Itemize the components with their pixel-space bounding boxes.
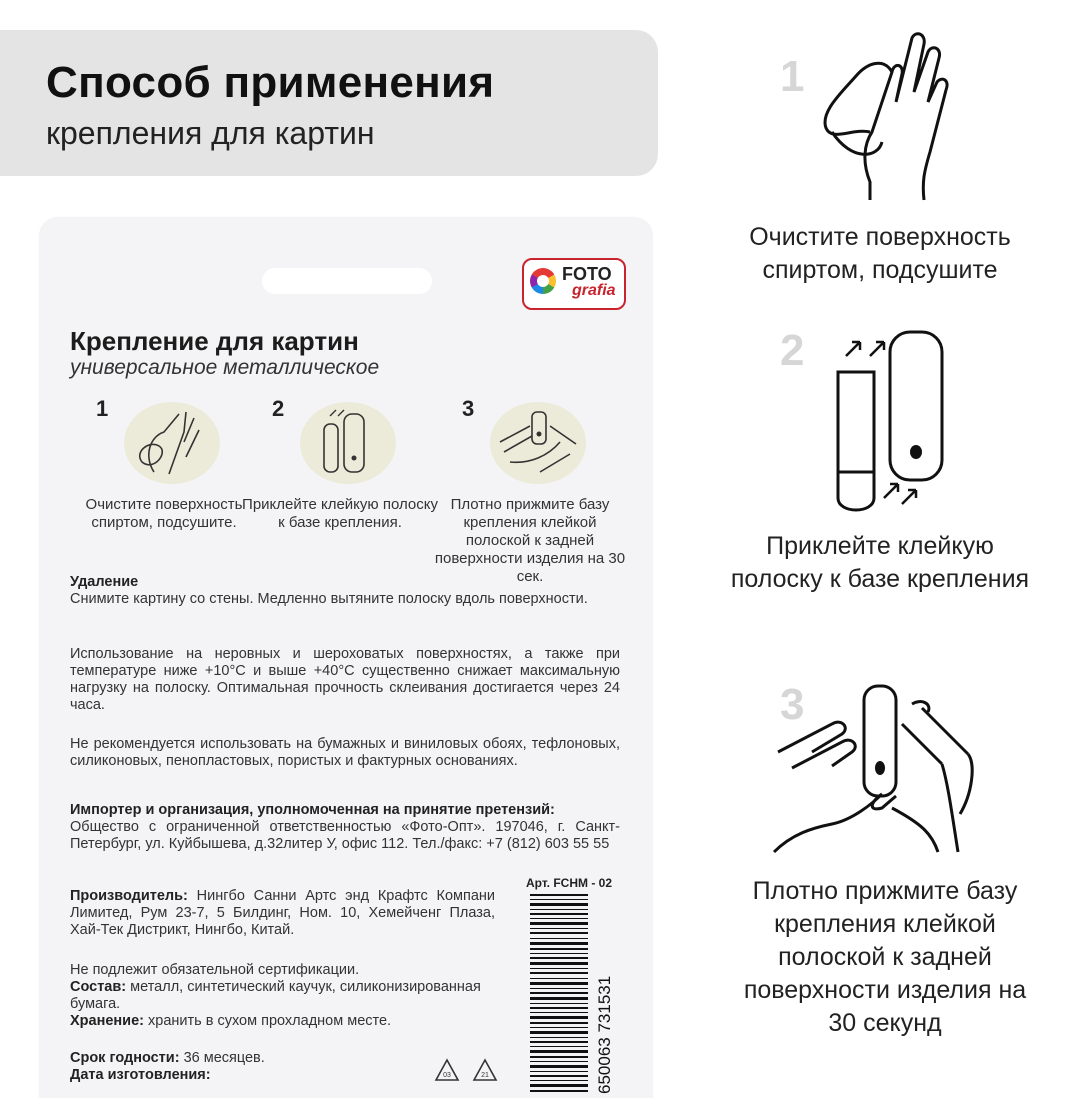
logo-text-1: FOTO [562, 264, 612, 284]
logo-text-2: grafia [572, 282, 616, 299]
hands-press-icon [772, 684, 978, 854]
hang-slot [262, 268, 432, 294]
storage-heading: Хранение: [70, 1013, 144, 1029]
barcode [528, 894, 624, 1098]
usage-text: Использование на неровных и шероховатых поверхностях, а также при температуре ниже +10°С и выше +40°С существенно снижает максимальную нагрузку на полоску. Оптимальная прочность склеивания достигается через 24 часа. [70, 646, 620, 713]
card-step-number: 2 [272, 396, 285, 421]
not-recommended-text: Не рекомендуется использовать на бумажных и виниловых обоях, тефлоновых, силиконовых, пенопластовых, пористых и фактурных основаниях. [70, 736, 620, 769]
aperture-icon [530, 268, 556, 294]
recycle-code-2: 21 [481, 1072, 489, 1079]
removal-text: Снимите картину со стены. Медленно вытяните полоску вдоль поверхности. [70, 591, 588, 607]
page-title: Способ применения [46, 58, 495, 107]
cert-text: Не подлежит обязательной сертификации. [70, 962, 360, 978]
date-heading: Дата изготовления: [70, 1067, 211, 1083]
hands-press-icon [490, 402, 586, 484]
strip-base-icon [300, 402, 396, 484]
composition-text: металл, синтетический каучук, силиконизированная бумага. [70, 979, 481, 1012]
card-step-number: 1 [96, 396, 109, 421]
strip-base-icon [830, 328, 950, 514]
card-step-text: Очистите поверхность спиртом, подсушите. [85, 496, 243, 531]
manufacturer-section [70, 888, 495, 939]
step-2-text: Приклейте клейкую полоску к базе крепления [730, 532, 1030, 593]
importer-text: Общество с ограниченной ответственностью «Фото-Опт». 197046, г. Санкт-Петербург, ул. Куйбышева, д.32литер У, офис 112. Тел./факс: +7 (812) 603 55 55 [70, 819, 620, 852]
shelf-heading: Срок годности: [70, 1050, 180, 1066]
product-card [40, 218, 652, 1098]
article-number: Арт. FCHM - 02 [526, 876, 612, 890]
storage-text: хранить в сухом прохладном месте. [148, 1013, 392, 1029]
hand-wipe-icon [812, 32, 952, 202]
hand-wipe-icon [124, 402, 220, 484]
manufacturer-text: Нингбо Санни Артс энд Крафтс Компани Лимитед, Рум 23-7, 5 Билдинг, Ном. 10, Хемейченг Плаза, Хай-Тек Дистрикт, Нингбо, Китай. [70, 888, 496, 938]
step-2-number: 2 [780, 326, 805, 375]
card-subtitle: универсальное металлическое [70, 356, 380, 379]
importer-section [70, 802, 620, 853]
page-subtitle: крепления для картин [46, 115, 375, 151]
card-step-text: Приклейте клейкую полоску к базе крепления. [242, 496, 438, 531]
step-1-text: Очистите поверхность спиртом, подсушите [749, 223, 1011, 284]
manufacturer-heading: Производитель: [70, 888, 188, 904]
removal-heading: Удаление [70, 574, 139, 590]
step-3-text: Плотно прижмите базу крепления клейкой полоской к задней поверхности изделия на 30 секунд [743, 877, 1027, 1037]
card-step-number: 3 [462, 396, 475, 421]
shelf-section [70, 1050, 370, 1084]
shelf-text: 36 месяцев. [183, 1050, 265, 1066]
step-1-number: 1 [780, 52, 805, 101]
recycle-code-1: 03 [443, 1072, 451, 1079]
removal-section [70, 574, 620, 608]
importer-heading: Импортер и организация, уполномоченная на принятие претензий: [70, 802, 555, 818]
composition-section [70, 962, 495, 1030]
composition-heading: Состав: [70, 979, 127, 995]
brand-logo [522, 258, 626, 310]
card-title: Крепление для картин [70, 326, 359, 356]
card-step-text: Плотно прижмите базу крепления клейкой полоской к задней поверхности изделия на 30 сек. [434, 496, 626, 585]
barcode-digits: 650063 731531 [595, 975, 614, 1094]
step-3-number: 3 [780, 680, 805, 729]
